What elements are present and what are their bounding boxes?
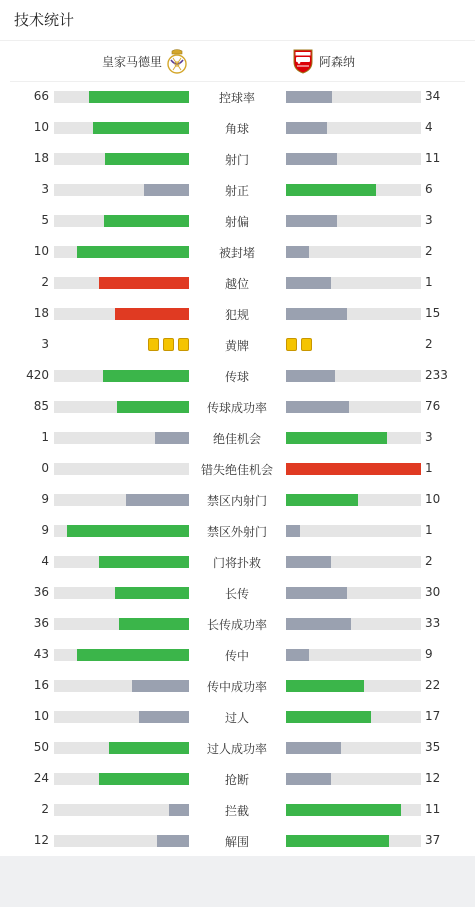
away-stat-bar-fill: [286, 680, 364, 692]
away-stat-value: 4: [425, 120, 433, 134]
stat-row: [0, 143, 475, 174]
away-stat-bar-fill: [286, 742, 341, 754]
away-stat-value: 17: [425, 709, 441, 723]
away-stat-bar-track: [286, 618, 421, 630]
away-stat-value: 35: [425, 740, 441, 754]
away-stat-value: 76: [425, 399, 441, 413]
away-stat-bar-fill: [286, 556, 331, 568]
home-stat-bar-fill: [99, 556, 189, 568]
away-stat-value: 6: [425, 182, 433, 196]
away-stat-bar-track: [286, 711, 421, 723]
home-stat-bar-fill: [103, 370, 189, 382]
away-stat-bar-fill: [286, 432, 387, 444]
home-stat-bar-track: [54, 804, 189, 816]
away-stat-value: 2: [425, 244, 433, 258]
home-stat-bar-track: [54, 556, 189, 568]
home-team-name: 皇家马德里: [101, 55, 162, 69]
stat-row: [0, 174, 475, 205]
home-stat-bar-fill: [144, 184, 189, 196]
stat-row: [0, 670, 475, 701]
home-stat-bar-fill: [169, 804, 189, 816]
stat-row: [0, 205, 475, 236]
stat-row: [0, 112, 475, 143]
yellow-card-icon: [286, 338, 297, 351]
home-stat-bar-track: [54, 184, 189, 196]
home-stat-value: 85: [33, 399, 49, 413]
home-stat-bar-track: [54, 525, 189, 537]
home-stat-value: 43: [33, 647, 49, 661]
stat-label: 射正: [224, 184, 249, 198]
page-title: 技术统计: [14, 11, 75, 29]
home-stat-bar-track: [54, 463, 189, 475]
away-stat-bar-fill: [286, 401, 349, 413]
home-stat-value: 1: [41, 430, 49, 444]
stat-row: [0, 391, 475, 422]
stat-row: [0, 236, 475, 267]
home-stat-bar-track: [54, 91, 189, 103]
stat-label: 长传: [224, 587, 249, 601]
home-stat-value: 50: [33, 740, 49, 754]
home-stat-value: 4: [41, 554, 49, 568]
away-stat-bar-fill: [286, 184, 376, 196]
away-stat-bar-fill: [286, 246, 309, 258]
home-stat-bar-fill: [93, 122, 189, 134]
yellow-card-icon: [178, 338, 189, 351]
away-stat-value: 10: [425, 492, 441, 506]
home-stat-bar-fill: [99, 277, 189, 289]
home-stat-bar-track: [54, 432, 189, 444]
away-stat-value: 9: [425, 647, 433, 661]
away-stat-value: 33: [425, 616, 441, 630]
stat-label: 角球: [224, 122, 249, 136]
home-stat-bar-fill: [105, 153, 189, 165]
away-stat-bar-track: [286, 246, 421, 258]
away-stat-value: 2: [425, 554, 433, 568]
stat-label: 传中成功率: [206, 680, 267, 694]
home-stat-bar-track: [54, 122, 189, 134]
away-stat-bar-track: [286, 184, 421, 196]
home-stat-bar-track: [54, 153, 189, 165]
stat-label: 禁区外射门: [206, 525, 267, 539]
away-stat-value: 15: [425, 306, 441, 320]
real-madrid-crest-icon: [166, 49, 188, 75]
stat-label: 长传成功率: [206, 618, 267, 632]
away-stat-value: 22: [425, 678, 441, 692]
home-stat-value: 9: [41, 523, 49, 537]
away-stat-bar-track: [286, 804, 421, 816]
stat-label: 射门: [224, 153, 249, 167]
away-stat-bar-track: [286, 308, 421, 320]
away-stat-value: 34: [425, 89, 441, 103]
away-stat-bar-track: [286, 525, 421, 537]
home-stat-value: 5: [41, 213, 49, 227]
stat-label: 过人: [224, 711, 249, 725]
stat-label: 传球: [224, 370, 249, 384]
home-stat-bar-fill: [126, 494, 189, 506]
home-yellow-cards: [148, 338, 189, 352]
home-stat-value: 9: [41, 492, 49, 506]
away-stat-bar-fill: [286, 804, 401, 816]
yellow-card-icon: [163, 338, 174, 351]
home-stat-bar-fill: [117, 401, 189, 413]
away-stat-value: 30: [425, 585, 441, 599]
home-stat-value: 24: [33, 771, 49, 785]
away-stat-bar-fill: [286, 463, 421, 475]
stat-row: [0, 763, 475, 794]
away-stat-bar-fill: [286, 525, 300, 537]
away-stat-bar-fill: [286, 587, 347, 599]
stat-label: 拦截: [224, 804, 249, 818]
away-stat-value: 11: [425, 802, 441, 816]
home-stat-bar-track: [54, 401, 189, 413]
away-stat-bar-track: [286, 432, 421, 444]
home-stat-value: 36: [33, 585, 49, 599]
stat-row: [0, 267, 475, 298]
away-stat-value: 12: [425, 771, 441, 785]
away-stat-bar-track: [286, 463, 421, 475]
stat-label: 绝佳机会: [212, 432, 261, 446]
away-stat-bar-track: [286, 742, 421, 754]
home-stat-bar-fill: [104, 215, 189, 227]
stat-row: [0, 422, 475, 453]
stat-row: [0, 639, 475, 670]
away-stat-bar-track: [286, 122, 421, 134]
teams-header: [0, 41, 475, 81]
away-stat-bar-fill: [286, 153, 337, 165]
away-stat-bar-track: [286, 587, 421, 599]
home-stat-value: 3: [41, 182, 49, 196]
stat-label: 错失绝佳机会: [200, 463, 273, 477]
away-stat-value: 3: [425, 213, 433, 227]
home-stat-bar-fill: [157, 835, 189, 847]
stat-label: 门将扑救: [212, 556, 261, 570]
stat-row: [0, 577, 475, 608]
away-stat-value: 3: [425, 430, 433, 444]
stat-row: [0, 329, 475, 360]
home-stat-bar-fill: [119, 618, 189, 630]
stat-row: [0, 546, 475, 577]
home-stat-value: 2: [41, 275, 49, 289]
home-stat-bar-track: [54, 587, 189, 599]
home-stat-bar-track: [54, 277, 189, 289]
home-stat-bar-track: [54, 494, 189, 506]
away-stat-bar-track: [286, 649, 421, 661]
home-stat-bar-track: [54, 618, 189, 630]
home-stat-bar-track: [54, 773, 189, 785]
stat-label: 控球率: [218, 91, 255, 105]
home-stat-value: 12: [33, 833, 49, 847]
away-stat-value: 1: [425, 461, 433, 475]
away-stat-bar-track: [286, 556, 421, 568]
stat-row: [0, 732, 475, 763]
stat-row: [0, 360, 475, 391]
arsenal-crest-icon: [292, 48, 314, 74]
away-stat-value: 1: [425, 275, 433, 289]
home-stat-value: 10: [33, 120, 49, 134]
home-stat-bar-track: [54, 246, 189, 258]
away-stat-bar-fill: [286, 215, 337, 227]
home-stat-bar-track: [54, 835, 189, 847]
yellow-card-icon: [148, 338, 159, 351]
yellow-card-icon: [301, 338, 312, 351]
away-stat-bar-track: [286, 91, 421, 103]
away-stat-bar-fill: [286, 711, 371, 723]
away-team-name: 阿森纳: [319, 55, 356, 69]
home-stat-bar-track: [54, 215, 189, 227]
away-stat-bar-track: [286, 773, 421, 785]
stat-row: [0, 298, 475, 329]
home-stat-bar-fill: [109, 742, 189, 754]
stat-row: [0, 608, 475, 639]
home-stat-bar-track: [54, 742, 189, 754]
home-stat-bar-fill: [139, 711, 189, 723]
stat-row: [0, 484, 475, 515]
away-stat-bar-fill: [286, 773, 331, 785]
stat-label: 解围: [224, 835, 249, 849]
home-stat-bar-fill: [115, 587, 189, 599]
away-stat-bar-track: [286, 277, 421, 289]
away-stat-bar-fill: [286, 370, 335, 382]
home-stat-value: 2: [41, 802, 49, 816]
away-stat-value: 1: [425, 523, 433, 537]
stat-row: [0, 701, 475, 732]
stat-row: [0, 453, 475, 484]
home-stat-bar-track: [54, 711, 189, 723]
home-stat-bar-fill: [77, 649, 189, 661]
away-stat-bar-fill: [286, 618, 351, 630]
home-stat-bar-track: [54, 370, 189, 382]
home-stat-bar-fill: [67, 525, 189, 537]
home-stat-value: 10: [33, 709, 49, 723]
away-stat-bar-fill: [286, 308, 347, 320]
home-stat-bar-fill: [77, 246, 189, 258]
away-stat-bar-fill: [286, 91, 332, 103]
away-stat-bar-track: [286, 494, 421, 506]
home-stat-bar-fill: [99, 773, 189, 785]
home-stat-value: 36: [33, 616, 49, 630]
stat-label: 传中: [224, 649, 249, 663]
away-stat-bar-track: [286, 370, 421, 382]
home-stat-bar-fill: [155, 432, 189, 444]
stat-label: 射偏: [224, 215, 249, 229]
stat-row: [0, 515, 475, 546]
away-stat-value: 11: [425, 151, 441, 165]
stat-label: 禁区内射门: [206, 494, 267, 508]
stat-label: 黄牌: [224, 339, 249, 353]
home-stat-bar-track: [54, 308, 189, 320]
stat-label: 过人成功率: [206, 742, 267, 756]
away-stat-value: 233: [425, 368, 448, 382]
away-stat-bar-track: [286, 215, 421, 227]
home-stat-value: 16: [33, 678, 49, 692]
home-stat-bar-fill: [89, 91, 189, 103]
home-stat-bar-track: [54, 680, 189, 692]
home-stat-value: 0: [41, 461, 49, 475]
home-stat-value: 66: [33, 89, 49, 103]
stat-label: 犯规: [224, 308, 249, 322]
away-stat-bar-track: [286, 680, 421, 692]
home-stat-value: 420: [26, 368, 49, 382]
home-stat-bar-fill: [115, 308, 189, 320]
home-stat-value: 18: [33, 151, 49, 165]
away-stat-bar-fill: [286, 494, 358, 506]
home-stat-bar-track: [54, 649, 189, 661]
away-yellow-cards: [286, 338, 312, 352]
away-stat-bar-track: [286, 835, 421, 847]
home-stat-value: 10: [33, 244, 49, 258]
away-stat-bar-track: [286, 153, 421, 165]
stat-label: 越位: [224, 277, 249, 291]
away-stat-bar-fill: [286, 277, 331, 289]
stat-label: 抢断: [224, 773, 249, 787]
away-stat-bar-track: [286, 401, 421, 413]
away-stat-bar-fill: [286, 649, 309, 661]
stat-row: [0, 794, 475, 825]
stat-label: 被封堵: [218, 246, 255, 260]
stat-row: [0, 825, 475, 856]
home-stat-value: 18: [33, 306, 49, 320]
stat-label: 传球成功率: [206, 401, 267, 415]
away-stat-bar-fill: [286, 835, 389, 847]
away-stat-value: 37: [425, 833, 441, 847]
stat-row: [0, 81, 475, 112]
away-stat-bar-fill: [286, 122, 327, 134]
away-stat-value: 2: [425, 337, 433, 351]
home-stat-value: 3: [41, 337, 49, 351]
home-stat-bar-fill: [132, 680, 189, 692]
